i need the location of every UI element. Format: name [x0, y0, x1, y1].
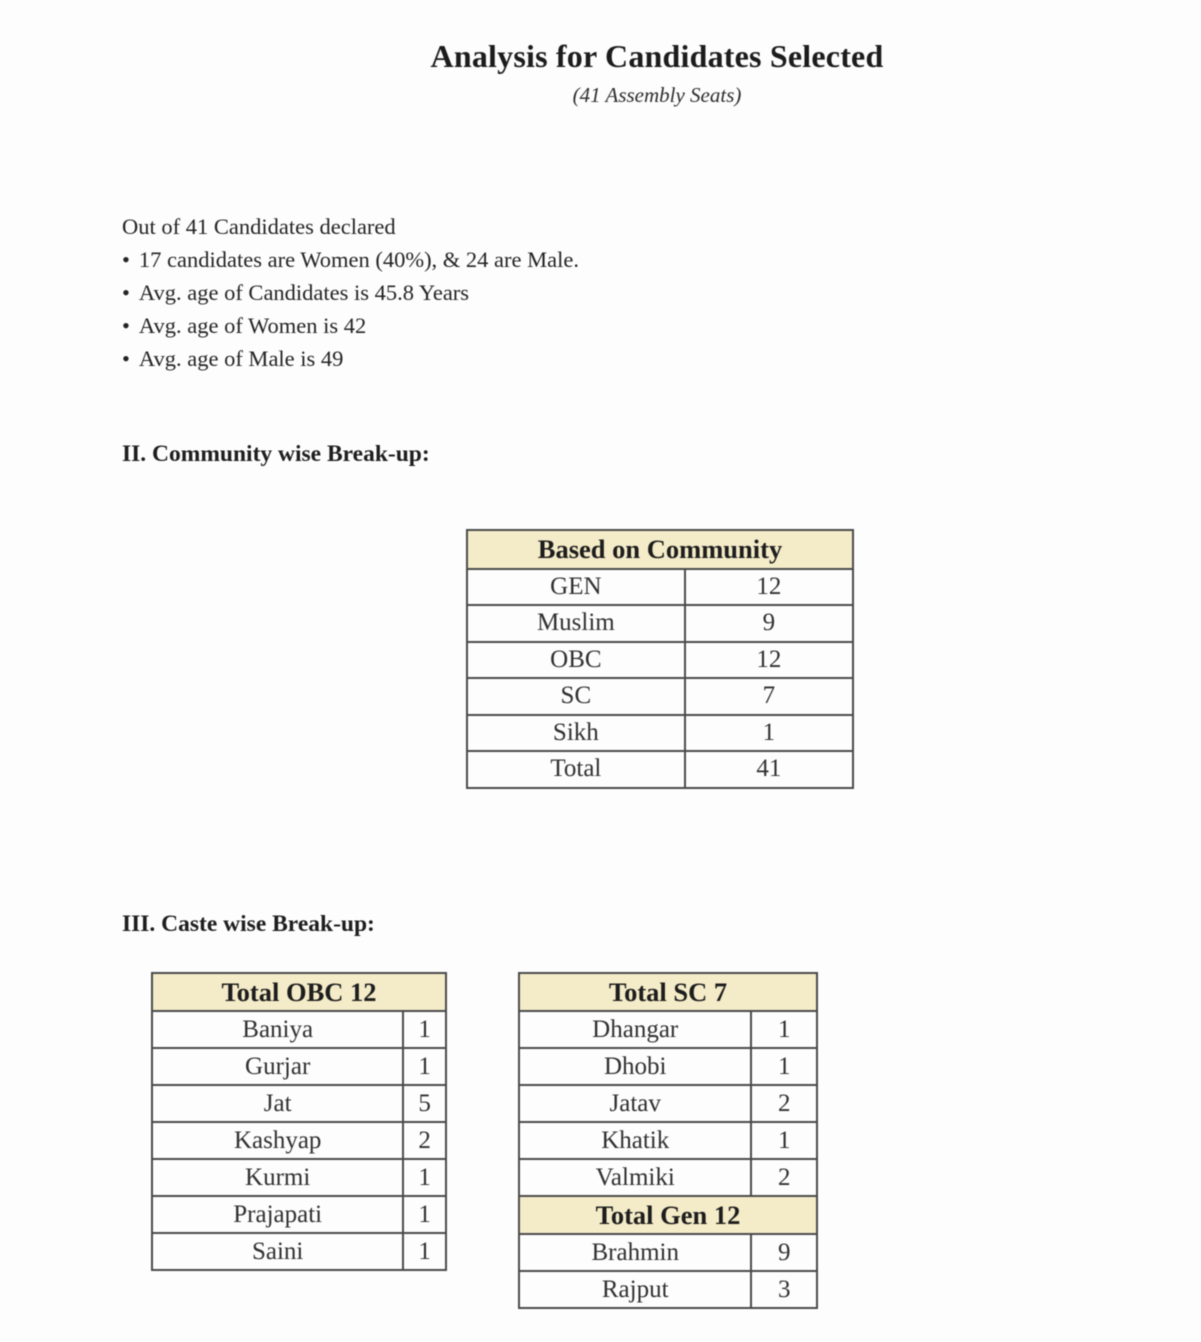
cell-label: Rajput — [519, 1271, 751, 1308]
cell-label: Baniya — [152, 1011, 403, 1048]
cell-value: 5 — [403, 1085, 446, 1122]
table-row — [152, 1011, 446, 1048]
cell-label: Dhobi — [519, 1048, 751, 1085]
cell-label: Sikh — [467, 715, 685, 752]
table-row — [467, 605, 853, 642]
table-row — [152, 1085, 446, 1122]
table-row — [467, 678, 853, 715]
cell-label: Prajapati — [152, 1196, 403, 1233]
cell-value: 1 — [403, 1011, 446, 1048]
cell-value: 9 — [685, 605, 853, 642]
sc-table-header: Total SC 7 — [519, 973, 817, 1011]
intro-lead: Out of 41 Candidates declared — [122, 214, 396, 239]
cell-value: 2 — [751, 1085, 817, 1122]
bullet-text: Avg. age of Male is 49 — [138, 346, 344, 371]
bullet-text: 17 candidates are Women (40%), & 24 are Male. — [138, 247, 580, 272]
cell-value: 1 — [751, 1011, 817, 1048]
cell-label: SC — [467, 678, 685, 715]
cell-value: 1 — [403, 1159, 446, 1196]
table-row — [519, 1122, 817, 1159]
cell-value: 12 — [685, 642, 853, 679]
cell-value: 1 — [685, 715, 853, 752]
table-row — [467, 715, 853, 752]
cell-value: 3 — [751, 1271, 817, 1308]
list-item — [122, 243, 579, 276]
section-heading-community: II. Community wise Break-up: — [122, 440, 430, 467]
cell-value: 1 — [751, 1122, 817, 1159]
title-block — [257, 38, 1057, 108]
cell-value: 7 — [685, 678, 853, 715]
bullet-text: Avg. age of Candidates is 45.8 Years — [138, 280, 470, 305]
cell-value: 1 — [751, 1048, 817, 1085]
table-row — [519, 1159, 817, 1196]
table-row — [152, 1122, 446, 1159]
table-row — [519, 1085, 817, 1122]
cell-label: Kurmi — [152, 1159, 403, 1196]
cell-value: 9 — [751, 1234, 817, 1271]
cell-label: Jatav — [519, 1085, 751, 1122]
obc-table — [151, 972, 447, 1271]
cell-label: Brahmin — [519, 1234, 751, 1271]
cell-value: 12 — [685, 569, 853, 606]
community-table — [466, 529, 854, 789]
cell-label: GEN — [467, 569, 685, 606]
table-header-row — [519, 1196, 817, 1234]
table-row — [519, 1234, 817, 1271]
cell-label: Saini — [152, 1233, 403, 1270]
table-header-row — [152, 973, 446, 1011]
sc-gen-table — [518, 972, 818, 1309]
table-row — [467, 569, 853, 606]
cell-label: Khatik — [519, 1122, 751, 1159]
list-item — [122, 342, 579, 375]
table-row — [152, 1048, 446, 1085]
cell-label: Kashyap — [152, 1122, 403, 1159]
table-row — [519, 1271, 817, 1308]
cell-label: Total — [467, 751, 685, 788]
section-heading-caste: III. Caste wise Break-up: — [122, 910, 375, 937]
bullet-marker: • — [122, 346, 130, 371]
cell-value: 1 — [403, 1048, 446, 1085]
table-row — [152, 1196, 446, 1233]
obc-table-header: Total OBC 12 — [152, 973, 446, 1011]
cell-label: Muslim — [467, 605, 685, 642]
bullet-marker: • — [122, 313, 130, 338]
intro-block — [122, 210, 579, 375]
list-item — [122, 309, 579, 342]
cell-value: 2 — [403, 1122, 446, 1159]
table-header-row — [467, 530, 853, 569]
gen-table-header: Total Gen 12 — [519, 1196, 817, 1234]
table-header-row — [519, 973, 817, 1011]
page-title: Analysis for Candidates Selected — [430, 38, 884, 74]
cell-value: 1 — [403, 1233, 446, 1270]
cell-label: Dhangar — [519, 1011, 751, 1048]
bullet-marker: • — [122, 280, 130, 305]
cell-value: 2 — [751, 1159, 817, 1196]
page-subtitle: (41 Assembly Seats) — [572, 83, 742, 107]
cell-label: Valmiki — [519, 1159, 751, 1196]
table-row — [152, 1233, 446, 1270]
table-row — [519, 1048, 817, 1085]
community-table-header: Based on Community — [467, 530, 853, 569]
table-row — [519, 1011, 817, 1048]
table-row — [467, 642, 853, 679]
bullet-text: Avg. age of Women is 42 — [138, 313, 367, 338]
cell-value: 1 — [403, 1196, 446, 1233]
table-row — [467, 751, 853, 788]
bullet-marker: • — [122, 247, 130, 272]
cell-label: Gurjar — [152, 1048, 403, 1085]
cell-label: Jat — [152, 1085, 403, 1122]
table-row — [152, 1159, 446, 1196]
list-item — [122, 276, 579, 309]
cell-value: 41 — [685, 751, 853, 788]
cell-label: OBC — [467, 642, 685, 679]
